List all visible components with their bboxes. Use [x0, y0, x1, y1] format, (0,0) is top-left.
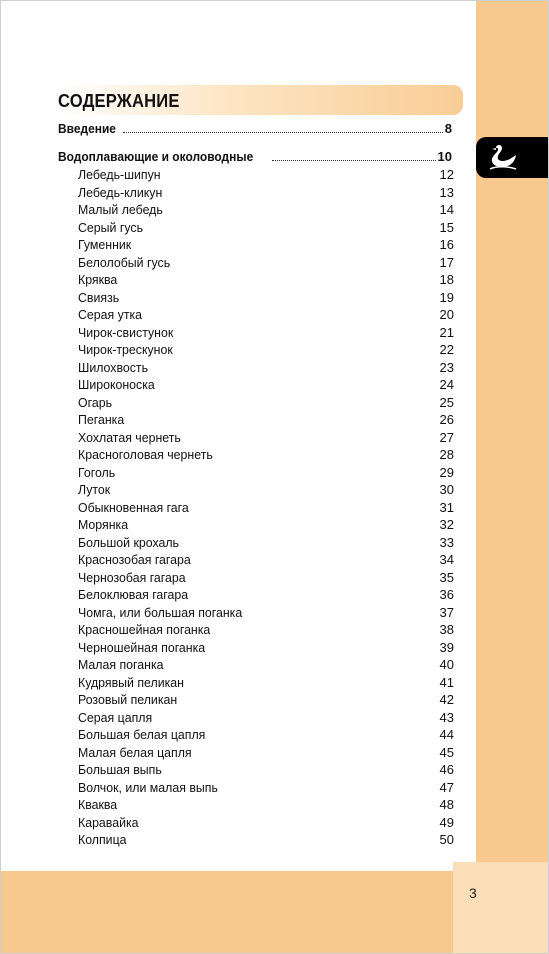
toc-entry-name: Кваква — [78, 797, 118, 813]
toc-entry-page: 35 — [439, 569, 454, 585]
toc-entry-page: 22 — [439, 342, 454, 358]
toc-entry-name: Малая поганка — [78, 657, 164, 673]
toc-entry-page: 27 — [439, 429, 454, 445]
toc-entry-page: 16 — [439, 237, 454, 253]
toc-entry-name: Белолобый гусь — [78, 254, 171, 270]
toc-entry-name: Краснозобая гагара — [78, 552, 191, 568]
toc-entry[interactable] — [78, 184, 454, 202]
toc-entry[interactable] — [78, 814, 454, 832]
toc-entry[interactable] — [78, 621, 454, 639]
toc-entry[interactable] — [78, 254, 454, 272]
bottom-color-strip — [1, 871, 453, 953]
toc-entry-page: 37 — [439, 604, 454, 620]
toc-entry-name: Гоголь — [78, 464, 116, 480]
dot-leader — [123, 131, 443, 133]
toc-entry-name: Пеганка — [78, 412, 125, 428]
toc-entry-name: Обыкновенная гага — [78, 499, 189, 515]
toc-intro-label: Введение — [58, 121, 116, 136]
toc-entry-name: Белоклювая гагара — [78, 587, 189, 603]
toc-entry[interactable] — [78, 324, 454, 342]
toc-entry[interactable] — [78, 831, 454, 849]
toc-entry[interactable] — [78, 464, 454, 482]
toc-entry-name: Чирок-свистунок — [78, 324, 174, 340]
toc-entry[interactable] — [78, 499, 454, 517]
toc-entry-page: 33 — [439, 534, 454, 550]
toc-entry-page: 44 — [439, 727, 454, 743]
swan-icon — [486, 142, 520, 172]
toc-entry-page: 31 — [439, 499, 454, 515]
toc-entry[interactable] — [78, 376, 454, 394]
toc-entry-name: Каравайка — [78, 814, 139, 830]
toc-entry-name: Колпица — [78, 832, 127, 848]
toc-entry[interactable] — [78, 744, 454, 762]
toc-entry[interactable] — [78, 604, 454, 622]
toc-entry-page: 48 — [439, 797, 454, 813]
toc-entry-name: Чирок-трескунок — [78, 342, 173, 358]
toc-entry-page: 32 — [439, 517, 454, 533]
toc-entry-page: 39 — [439, 639, 454, 655]
toc-entry[interactable] — [78, 394, 454, 412]
toc-entry-page: 47 — [439, 779, 454, 795]
toc-entry[interactable] — [78, 481, 454, 499]
toc-entry-page: 40 — [439, 657, 454, 673]
toc-entry-page: 50 — [439, 832, 454, 848]
toc-entry[interactable] — [78, 306, 454, 324]
toc-entry-page: 17 — [439, 254, 454, 270]
toc-entry-page: 45 — [439, 744, 454, 760]
toc-entry-name: Луток — [78, 482, 111, 498]
toc-entry[interactable] — [78, 674, 454, 692]
toc-intro-page: 8 — [444, 121, 452, 136]
toc-entry[interactable] — [78, 761, 454, 779]
toc-entry-name: Розовый пеликан — [78, 692, 178, 708]
dot-leader — [272, 159, 435, 161]
toc-entry-name: Волчок, или малая выпь — [78, 779, 218, 795]
toc-entry-page: 23 — [439, 359, 454, 375]
toc-entry-page: 49 — [439, 814, 454, 830]
toc-entry-page: 14 — [439, 202, 454, 218]
toc-entry-name: Большая выпь — [78, 762, 162, 778]
toc-entry[interactable] — [78, 534, 454, 552]
toc-entry[interactable] — [78, 201, 454, 219]
toc-entry[interactable] — [78, 796, 454, 814]
toc-entry-name: Кряква — [78, 272, 118, 288]
toc-entry[interactable] — [78, 726, 454, 744]
toc-entry[interactable] — [78, 219, 454, 237]
toc-entry-name: Шилохвость — [78, 359, 149, 375]
toc-entry-name: Хохлатая чернеть — [78, 429, 181, 445]
toc-intro-row[interactable] — [58, 121, 452, 139]
toc-entry[interactable] — [78, 446, 454, 464]
toc-entry-page: 21 — [439, 324, 454, 340]
toc-entry[interactable] — [78, 691, 454, 709]
toc-entry[interactable] — [78, 289, 454, 307]
toc-entry-page: 34 — [439, 552, 454, 568]
toc-entry-page: 26 — [439, 412, 454, 428]
toc-entry[interactable] — [78, 429, 454, 447]
toc-entry-page: 13 — [439, 184, 454, 200]
toc-entry-page: 42 — [439, 692, 454, 708]
toc-entry[interactable] — [78, 779, 454, 797]
toc-entry-name: Свиязь — [78, 289, 120, 305]
toc-entry-name: Серый гусь — [78, 219, 144, 235]
toc-entry[interactable] — [78, 166, 454, 184]
toc-entry-name: Кудрявый пеликан — [78, 674, 184, 690]
toc-entry[interactable] — [78, 411, 454, 429]
toc-entry-name: Чернозобая гагара — [78, 569, 186, 585]
toc-entry[interactable] — [78, 551, 454, 569]
toc-entry-name: Серая цапля — [78, 709, 153, 725]
toc-entry[interactable] — [78, 709, 454, 727]
page-title: СОДЕРЖАНИЕ — [58, 91, 180, 111]
page-number-box — [453, 862, 548, 953]
toc-entry-page: 25 — [439, 394, 454, 410]
toc-entry-page: 20 — [439, 307, 454, 323]
toc-section-label: Водоплавающие и околоводные — [58, 149, 254, 164]
page-number: 3 — [469, 885, 477, 901]
toc-entry-page: 28 — [439, 447, 454, 463]
toc-entry-name: Большой крохаль — [78, 534, 179, 550]
toc-entry-name: Малая белая цапля — [78, 744, 192, 760]
toc-entry[interactable] — [78, 569, 454, 587]
toc-entry-page: 46 — [439, 762, 454, 778]
toc-entry-name: Красношейная поганка — [78, 622, 211, 638]
toc-entry-name: Малый лебедь — [78, 202, 163, 218]
toc-entry-name: Серая утка — [78, 307, 143, 323]
toc-entry[interactable] — [78, 236, 454, 254]
toc-entry[interactable] — [78, 341, 454, 359]
toc-entry-name: Гуменник — [78, 237, 132, 253]
toc-entry[interactable] — [78, 639, 454, 657]
toc-entry-page: 38 — [439, 622, 454, 638]
toc-entry-name: Морянка — [78, 517, 129, 533]
toc-entry-name: Чомга, или большая поганка — [78, 604, 243, 620]
toc-entry[interactable] — [78, 586, 454, 604]
section-tab[interactable] — [476, 137, 549, 178]
toc-entry-page: 24 — [439, 377, 454, 393]
toc-entry-name: Большая белая цапля — [78, 727, 206, 743]
toc-entry-name: Лебедь-шипун — [78, 167, 161, 183]
toc-entry-page: 18 — [439, 272, 454, 288]
toc-section-page: 10 — [437, 149, 452, 164]
toc-entry-name: Огарь — [78, 394, 113, 410]
toc-entry-page: 19 — [439, 289, 454, 305]
toc-entry[interactable] — [78, 271, 454, 289]
toc-entries-list — [78, 166, 454, 849]
toc-entry-page: 43 — [439, 709, 454, 725]
toc-entry-page: 36 — [439, 587, 454, 603]
toc-entry-name: Красноголовая чернеть — [78, 447, 213, 463]
toc-entry[interactable] — [78, 516, 454, 534]
toc-entry[interactable] — [78, 359, 454, 377]
toc-entry-page: 29 — [439, 464, 454, 480]
toc-entry[interactable] — [78, 656, 454, 674]
toc-entry-page: 30 — [439, 482, 454, 498]
toc-entry-page: 41 — [439, 674, 454, 690]
toc-section-row[interactable] — [58, 149, 452, 167]
toc-entry-name: Черношейная поганка — [78, 639, 206, 655]
toc-entry-page: 12 — [439, 167, 454, 183]
toc-entry-page: 15 — [439, 219, 454, 235]
toc-entry-name: Лебедь-кликун — [78, 184, 163, 200]
toc-entry-name: Широконоска — [78, 377, 155, 393]
